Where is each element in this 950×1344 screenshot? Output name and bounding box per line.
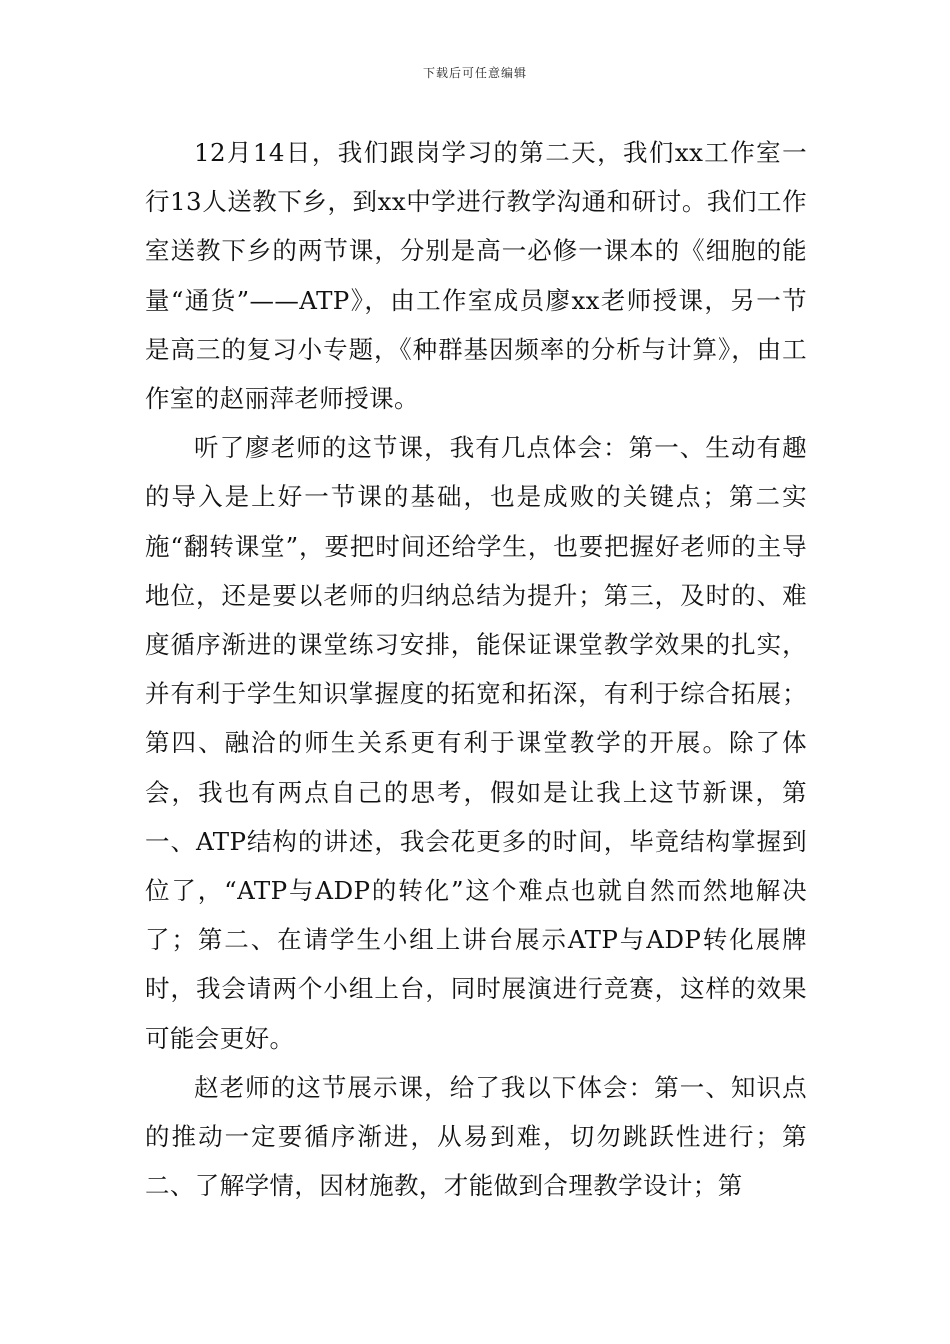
paragraph-3: 赵老师的这节展示课，给了我以下体会：第一、知识点的推动一定要循序渐进，从易到难，切勿跳跃性进行；第二、了解学情，因材施教，才能做到合理教学设计；第 — [145, 1072, 807, 1201]
page-header: 下载后可任意编辑 — [422, 66, 527, 80]
paragraph-2: 听了廖老师的这节课，我有几点体会：第一、生动有趣的导入是上好一节课的基础，也是成败的关键点；第二实施“翻转课堂”，要把时间还给学生，也要把握好老师的主导地位，还是要以老师的归纳总结为提升；第三，及时的、难度循序渐进的课堂练习安排，能保证课堂教学效果的扎实，并有利于学生知识掌握度的拓宽和拓深，有利于综合拓展；第四、融洽的师生关系更有利于课堂教学的开展。除了体会，我也有两点自己的思考，假如是让我上这节新课，第一、ATP结构的讲述，我会花更多的时间，毕竟结构掌握到位了，“ATP与ADP的转化”这个难点也就自然而然地解决了；第二、在请学生小组上讲台展示ATP与ADP转化展牌时，我会请两个小组上台，同时展演进行竞赛，这样的效果可能会更好。 — [145, 433, 807, 1053]
document-body — [145, 128, 807, 1210]
paragraph-1: 12月14日，我们跟岗学习的第二天，我们xx工作室一行13人送教下乡，到xx中学进行教学沟通和研讨。我们工作室送教下乡的两节课，分别是高一必修一课本的《细胞的能量“通货”——ATP》，由工作室成员廖xx老师授课，另一节是高三的复习小专题，《种群基因频率的分析与计算》，由工作室的赵丽萍老师授课。 — [145, 138, 807, 414]
